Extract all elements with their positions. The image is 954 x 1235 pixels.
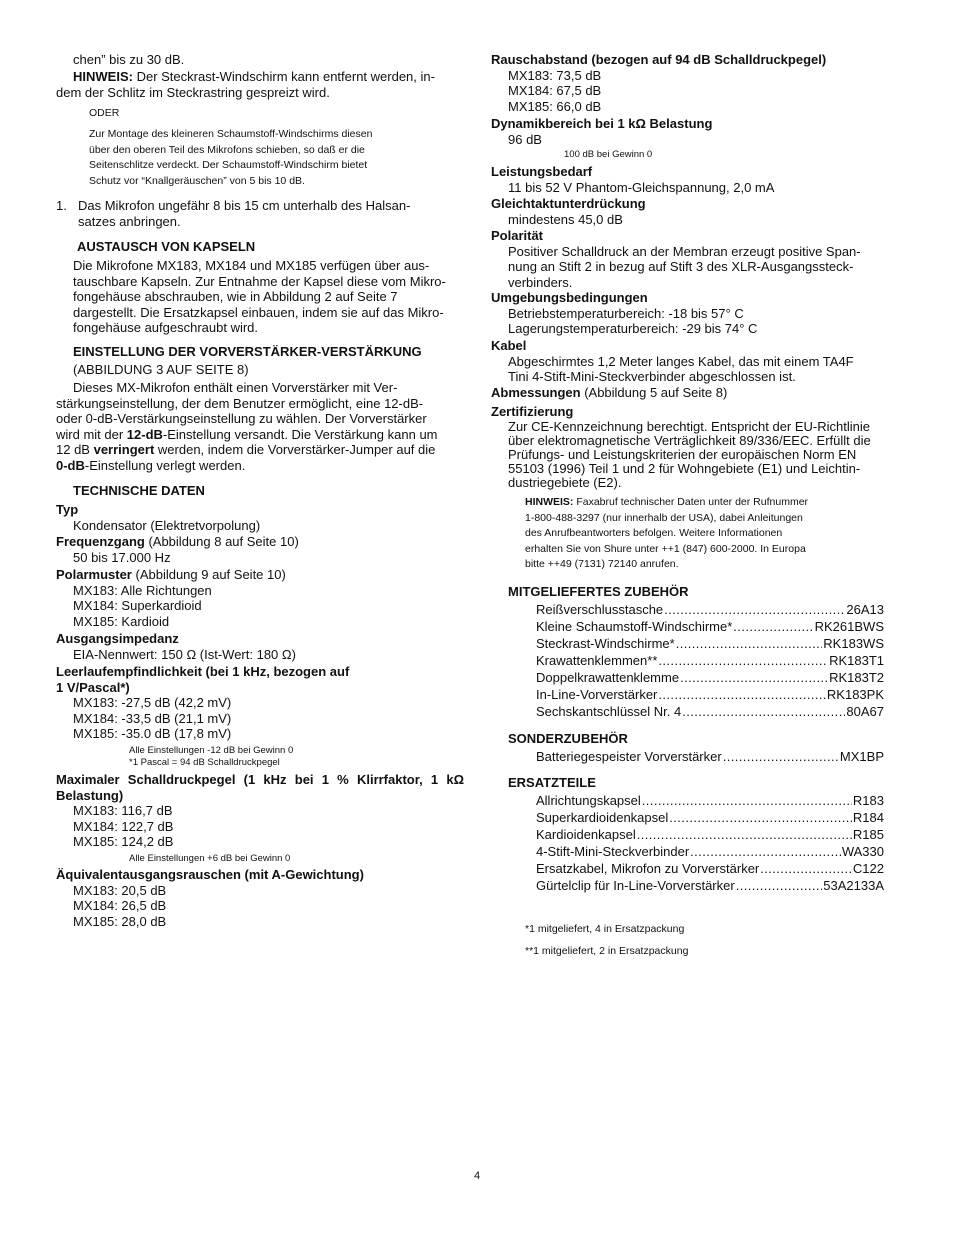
- foam-text-line: Schutz vor “Knallgeräuschen” von 5 bis 10 dB.: [89, 174, 305, 187]
- part-name: Batteriegespeister Vorverstärker: [536, 749, 722, 764]
- part-code: 80A67: [846, 704, 884, 719]
- spec-dynamikbereich: Dynamikbereich bei 1 kΩ Belastung 96 dB: [491, 116, 713, 147]
- parts-list-item: [536, 843, 884, 860]
- part-name: Kleine Schaumstoff-Windschirme*: [536, 619, 733, 634]
- parts-list-item: [536, 792, 884, 809]
- spec-ausgangsimpedanz: Ausgangsimpedanz EIA-Nennwert: 150 Ω (Ist-Wert: 180 Ω): [56, 631, 296, 662]
- polarity-text-line: verbinders.: [508, 274, 573, 290]
- snr-value: MX185: 66,0 dB: [508, 98, 602, 114]
- part-name: In-Line-Vorverstärker: [536, 687, 658, 702]
- spec-leerlaufempfindlichkeit: Leerlaufempfindlichkeit (bei 1 kHz, bezogen auf 1 V/Pascal*) MX183: -27,5 dB (42,2 mV) MX184: -33,5 dB (21,1 mV) MX185: -35.0 dB (17,8 mV): [56, 664, 464, 742]
- parts-list-item: [536, 748, 884, 765]
- dot-leader: [669, 809, 852, 826]
- hinweis-text-line: erhalten Sie von Shure unter ++1 (847) 600-2000. In Europa: [525, 542, 806, 555]
- part-code: RK183PK: [826, 687, 884, 702]
- sensitivity-value: MX184: -33,5 dB (21,1 mV): [73, 710, 232, 726]
- part-name: Ersatzkabel, Mikrofon zu Vorverstärker: [536, 861, 760, 876]
- heading-sonderzubehoer: SONDERZUBEHÖR: [508, 731, 628, 746]
- part-code: 26A13: [846, 602, 884, 617]
- hinweis-text-line: 1-800-488-3297 (nur innerhalb der USA), dabei Anleitungen: [525, 511, 803, 524]
- austausch-text-line: fongehäuse abschrauben, wie in Abbildung 2 auf Seite 7: [73, 289, 398, 304]
- snr-value: MX184: 67,5 dB: [508, 83, 602, 98]
- polarity-text-line: Positiver Schalldruck an der Membran erzeugt positive Span-: [508, 243, 861, 259]
- spl-value: MX184: 122,7 dB: [73, 818, 174, 834]
- parts-list-item: [536, 635, 884, 652]
- spec-kabel: Kabel Abgeschirmtes 1,2 Meter langes Kabel, das mit einem TA4F Tini 4-Stift-Mini-Steckverbinder abgeschlossen ist.: [491, 338, 899, 385]
- dot-leader: [682, 703, 845, 720]
- part-name: Steckrast-Windschirme*: [536, 636, 675, 651]
- parts-list-item: [536, 860, 884, 877]
- certification-text-line: Prüfungs- und Leistungskriterien der europäischen Norm EN: [508, 446, 857, 462]
- austausch-text-line: fongehäuse aufgeschraubt wird.: [73, 320, 259, 335]
- spl-value: MX183: 116,7 dB: [73, 803, 173, 818]
- part-code: R184: [852, 810, 884, 825]
- part-name: Kardioidenkapsel: [536, 827, 636, 842]
- certification-text-line: 55103 (1996) Teil 1 und 2 für Wohngebiete (E1) und Leichtin-: [508, 461, 861, 477]
- austausch-text: [73, 258, 464, 336]
- sensitivity-value: MX183: -27,5 dB (42,2 mV): [73, 695, 232, 710]
- noise-value: MX184: 26,5 dB: [73, 898, 167, 913]
- spec-max-schalldruckpegel: Maximaler Schalldruckpegel (1 kHz bei 1 % Klirrfaktor, 1 kΩ Belastung) MX183: 116,7 dB MX184: 122,7 dB MX185: 124,2 dB: [56, 772, 464, 849]
- polarity-text-line: nung an Stift 2 in bezug auf Stift 3 des XLR-Ausgangssteck-: [508, 259, 854, 274]
- hinweis-text-line: des Anrufbeantworters befolgen. Weitere Informationen: [525, 527, 783, 539]
- part-name: Reißverschlusstasche: [536, 602, 664, 617]
- certification-text-line: über elektromagnetische Verträglichkeit 89/336/EEC. Erfüllt die: [508, 432, 871, 448]
- list-ersatzteile: [536, 792, 884, 894]
- part-code: WA330: [841, 844, 884, 859]
- part-code: RK183T1: [829, 653, 884, 668]
- part-name: Sechskantschlüssel Nr. 4: [536, 704, 682, 719]
- parts-list-item: [536, 877, 884, 894]
- sens-note-1: Alle Einstellungen -12 dB bei Gewinn 0: [129, 745, 294, 756]
- certification-text-line: dustriegebiete (E2).: [508, 475, 622, 491]
- polar-value: MX184: Superkardioid: [73, 598, 202, 613]
- noise-value: MX183: 20,5 dB: [73, 882, 167, 898]
- dot-leader: [690, 843, 841, 860]
- part-name: Superkardioidenkapsel: [536, 810, 669, 825]
- spec-gleichtakt: Gleichtaktunterdrückung mindestens 45,0 dB: [491, 196, 646, 227]
- foam-text-line: über den oberen Teil des Mikrofons schieben, so daß er die: [89, 143, 365, 156]
- foam-text-line: Zur Montage des kleineren Schaumstoff-Windschirms diesen: [89, 128, 373, 140]
- dot-leader: [760, 860, 852, 877]
- footnote-2: **1 mitgeliefert, 2 in Ersatzpackung: [525, 945, 689, 957]
- dot-leader: [723, 748, 839, 765]
- dot-leader: [658, 652, 828, 669]
- cable-text-line: Abgeschirmtes 1,2 Meter langes Kabel, das mit einem TA4F: [508, 353, 854, 369]
- part-name: Krawattenklemmen**: [536, 653, 658, 668]
- part-code: 53A2133A: [823, 878, 884, 893]
- spec-polaritaet: Polarität Positiver Schalldruck an der Membran erzeugt positive Span- nung an Stift 2 in bezug auf Stift 3 des XLR-Ausgangssteck- verbinders.: [491, 228, 899, 290]
- hinweis-steckrast: HINWEIS: Der Steckrast-Windschirm kann entfernt werden, in- dem der Schlitz im Steckrastring gespreizt wird.: [56, 69, 435, 100]
- footnote-1: *1 mitgeliefert, 4 in Ersatzpackung: [525, 923, 685, 935]
- hinweis-text-line: bitte ++49 (7131) 72140 anrufen.: [525, 558, 679, 570]
- polar-value: MX185: Kardioid: [73, 613, 170, 629]
- environment-value: Betriebstemperaturbereich: -18 bis 57° C: [508, 305, 744, 321]
- heading-austausch: AUSTAUSCH VON KAPSELN: [77, 239, 256, 254]
- heading-mitgeliefert: MITGELIEFERTES ZUBEHÖR: [508, 584, 689, 599]
- sens-note-2: *1 Pascal = 94 dB Schalldruckpegel: [129, 757, 280, 768]
- part-code: R183: [852, 793, 884, 808]
- parts-list-item: [536, 826, 884, 843]
- dot-leader: [733, 618, 813, 635]
- part-name: Allrichtungskapsel: [536, 793, 641, 808]
- foam-text-line: Seitenschlitze verdeckt. Der Schaumstoff-Windschirm bietet: [89, 159, 368, 171]
- snr-value: MX183: 73,5 dB: [508, 67, 602, 83]
- certification-text-line: Zur CE-Kennzeichnung berechtigt. Entspricht der EU-Richtlinie: [508, 418, 871, 434]
- oder-label: ODER: [89, 107, 120, 119]
- parts-list-item: [536, 652, 884, 669]
- einstellung-text: Dieses MX-Mikrofon enthält einen Vorverstärker mit Ver- stärkungseinstellung, der dem Benutzer ermöglicht, eine 12-dB- oder 0-dB-Verstärkungseinstellung zu wählen. Der Vorverstärker wird mit der 12-dB-Einstellung versandt. Die Verstärkung kann um 12 dB verringert werden, indem die Vorverstärker-Jumper auf die 0-dB-Einstellung verlegt werden.: [56, 380, 438, 473]
- dot-leader: [642, 792, 852, 809]
- austausch-text-line: tauschbare Kapseln. Zur Entnahme der Kapsel diese vom Mikro-: [73, 273, 446, 289]
- spec-aequivalentrauschen: Äquivalentausgangsrauschen (mit A-Gewichtung) MX183: 20,5 dB MX184: 26,5 dB MX185: 28,0 dB: [56, 867, 464, 929]
- dot-leader: [637, 826, 852, 843]
- spec-frequenzgang: Frequenzgang (Abbildung 8 auf Seite 10) 50 bis 17.000 Hz: [56, 534, 299, 565]
- parts-list-item: [536, 809, 884, 826]
- environment-value: Lagerungstemperaturbereich: -29 bis 74° C: [508, 321, 758, 336]
- parts-list-item: [536, 669, 884, 686]
- parts-list-item: [536, 686, 884, 703]
- part-code: RK183WS: [823, 636, 884, 651]
- part-code: RK261BWS: [814, 619, 884, 634]
- part-code: C122: [852, 861, 884, 876]
- list-mitgeliefert: [536, 601, 884, 720]
- austausch-text-line: dargestellt. Die Ersatzkapsel einbauen, indem sie auf das Mikro-: [73, 304, 444, 320]
- austausch-text-line: Die Mikrofone MX183, MX184 und MX185 verfügen über aus-: [73, 258, 430, 273]
- noise-value: MX185: 28,0 dB: [73, 913, 167, 929]
- page-number: 4: [473, 1170, 481, 1182]
- step-text-line: Das Mikrofon ungefähr 8 bis 15 cm unterhalb des Halsan-: [78, 198, 411, 213]
- spl-value: MX185: 124,2 dB: [73, 834, 174, 849]
- spec-zertifizierung: Zertifizierung Zur CE-Kennzeichnung berechtigt. Entspricht der EU-Richtlinie über elektromagnetische Verträglichkeit 89/336/EEC. Erfüllt die Prüfungs- und Leistungskriterien der europäischen Norm EN 55103 (1996) Teil 1 und 2 für Wohngebiete (E1) und Leichtin- dustriegebiete (E2).: [491, 404, 899, 491]
- sensitivity-value: MX185: -35.0 dB (17,8 mV): [73, 726, 232, 741]
- heading-ersatzteile: ERSATZTEILE: [508, 775, 596, 790]
- step-text-line: satzes anbringen.: [78, 213, 181, 229]
- dot-leader: [658, 686, 826, 703]
- part-code: RK183T2: [829, 670, 884, 685]
- spec-rauschabstand: Rauschabstand (bezogen auf 94 dB Schalldruckpegel) MX183: 73,5 dB MX184: 67,5 dB MX185: 66,0 dB: [491, 52, 899, 114]
- dot-leader: [664, 601, 845, 618]
- part-name: Doppelkrawattenklemme: [536, 670, 680, 685]
- heading-technische-daten: TECHNISCHE DATEN: [73, 483, 205, 498]
- spec-umgebung: Umgebungsbedingungen Betriebstemperaturbereich: -18 bis 57° C Lagerungstemperaturbereich: -29 bis 74° C: [491, 290, 899, 337]
- parts-list-item: [536, 618, 884, 635]
- parts-list-item: [536, 601, 884, 618]
- dot-leader: [680, 669, 828, 686]
- step-1: 1. Das Mikrofon ungefähr 8 bis 15 cm unterhalb des Halsan- satzes anbringen.: [56, 198, 464, 229]
- part-name: 4-Stift-Mini-Steckverbinder: [536, 844, 690, 859]
- heading-einstellung: EINSTELLUNG DER VORVERSTÄRKER-VERSTÄRKUNG: [73, 344, 422, 359]
- spec-polarmuster: Polarmuster (Abbildung 9 auf Seite 10) MX183: Alle Richtungen MX184: Superkardioid MX185: Kardioid: [56, 567, 464, 629]
- dyn-note: 100 dB bei Gewinn 0: [564, 149, 653, 160]
- dot-leader: [676, 635, 823, 652]
- dot-leader: [736, 877, 823, 894]
- spec-typ: Typ Kondensator (Elektretvorpolung): [56, 502, 261, 533]
- part-code: MX1BP: [839, 749, 884, 764]
- list-sonderzubehoer: [536, 748, 884, 765]
- part-name: Gürtelclip für In-Line-Vorverstärker: [536, 878, 735, 893]
- cable-text-line: Tini 4-Stift-Mini-Steckverbinder abgeschlossen ist.: [508, 369, 796, 384]
- part-code: R185: [852, 827, 884, 842]
- paragraph-continuation: chen” bis zu 30 dB.: [73, 52, 185, 67]
- parts-list-item: [536, 703, 884, 720]
- heading-einstellung-sub: (ABBILDUNG 3 AUF SEITE 8): [73, 362, 249, 377]
- hinweis-faxabruf: HINWEIS: Faxabruf technischer Daten unter der Rufnummer 1-800-488-3297 (nur innerhalb der USA), dabei Anleitungen des Anrufbeantworters befolgen. Weitere Informationen erhalten Sie von Shure unter ++1 (847) 600-2000. In Europa bitte ++49 (7131) 72140 anrufen.: [525, 495, 899, 573]
- foam-windscreen-text: [89, 127, 464, 189]
- polar-value: MX183: Alle Richtungen: [73, 582, 212, 598]
- spec-abmessungen: Abmessungen (Abbildung 5 auf Seite 8): [491, 385, 728, 400]
- spl-note: Alle Einstellungen +6 dB bei Gewinn 0: [129, 853, 291, 864]
- spec-leistungsbedarf: Leistungsbedarf 11 bis 52 V Phantom-Gleichspannung, 2,0 mA: [491, 164, 775, 195]
